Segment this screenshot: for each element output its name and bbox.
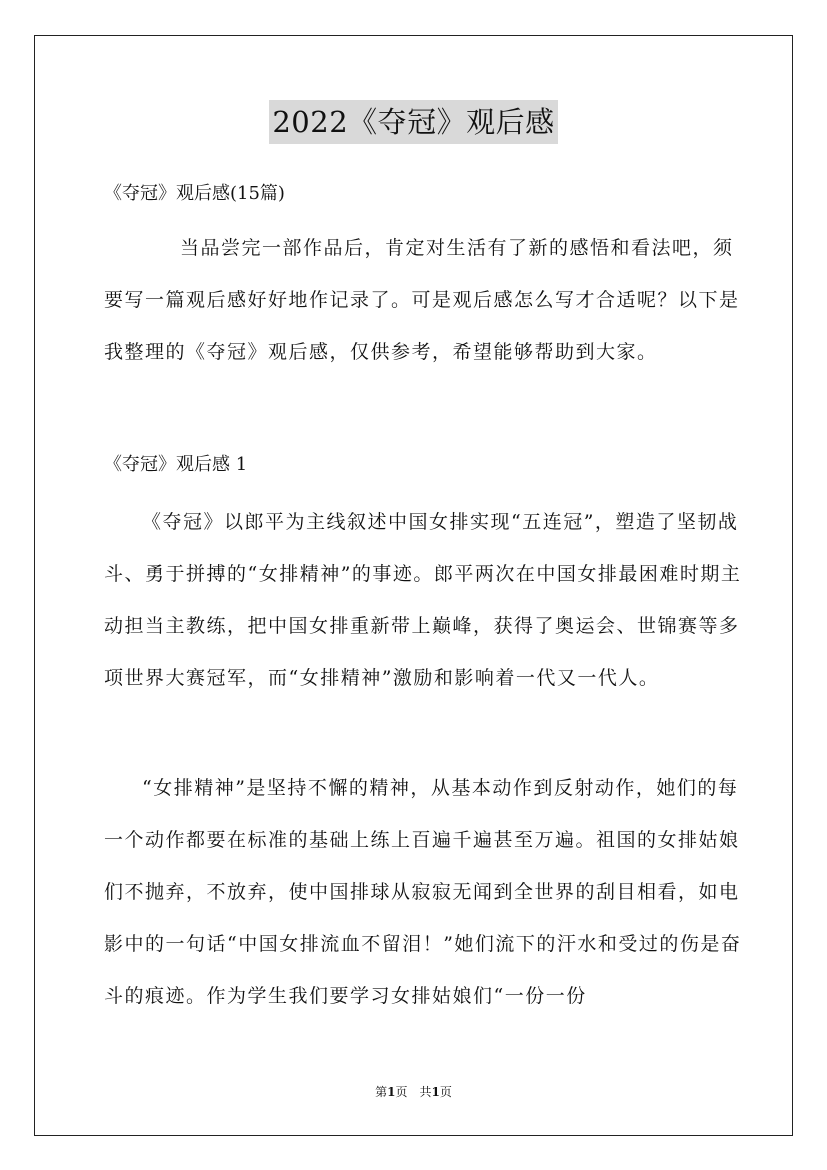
page-footer <box>0 1084 827 1100</box>
document-title: 2022《夺冠》观后感 <box>269 100 557 144</box>
footer-suffix: 页 <box>439 1085 452 1099</box>
footer-prefix: 第 <box>375 1085 388 1099</box>
body-paragraph-2: “女排精神”是坚持不懈的精神，从基本动作到反射动作，她们的每一个动作都要在标准的基础上练上百遍千遍甚至万遍。祖国的女排姑娘们不抛弃，不放弃，使中国排球从寂寂无闻到全世界的刮目相看，如电影中的一句话“中国女排流血不留泪！”她们流下的汗水和受过的伤是奋斗的痕迹。作为学生我们要学习女排姑娘们“一份一份 <box>104 777 742 1007</box>
footer-page-total: 1 <box>431 1085 440 1099</box>
body-paragraph-1: 《夺冠》以郎平为主线叙述中国女排实现“五连冠”，塑造了坚韧战斗、勇于拼搏的“女排精神”的事迹。郎平两次在中国女排最困难时期主动担当主教练，把中国女排重新带上巅峰，获得了奥运会、世锦赛等多项世界大赛冠军，而“女排精神”激励和影响着一代又一代人。 <box>104 511 742 689</box>
title-wrapper <box>0 100 827 144</box>
footer-page-current: 1 <box>387 1085 396 1099</box>
footer-mid: 页 共 <box>395 1085 432 1099</box>
intro-paragraph: 当品尝完一部作品后，肯定对生活有了新的感悟和看法吧，须要写一篇观后感好好地作记录了。可是观后感怎么写才合适呢？以下是我整理的《夺冠》观后感，仅供参考，希望能够帮助到大家。 <box>104 237 740 363</box>
document-subtitle: 《夺冠》观后感(15篇) <box>104 183 285 204</box>
section-heading: 《夺冠》观后感 1 <box>104 454 248 475</box>
